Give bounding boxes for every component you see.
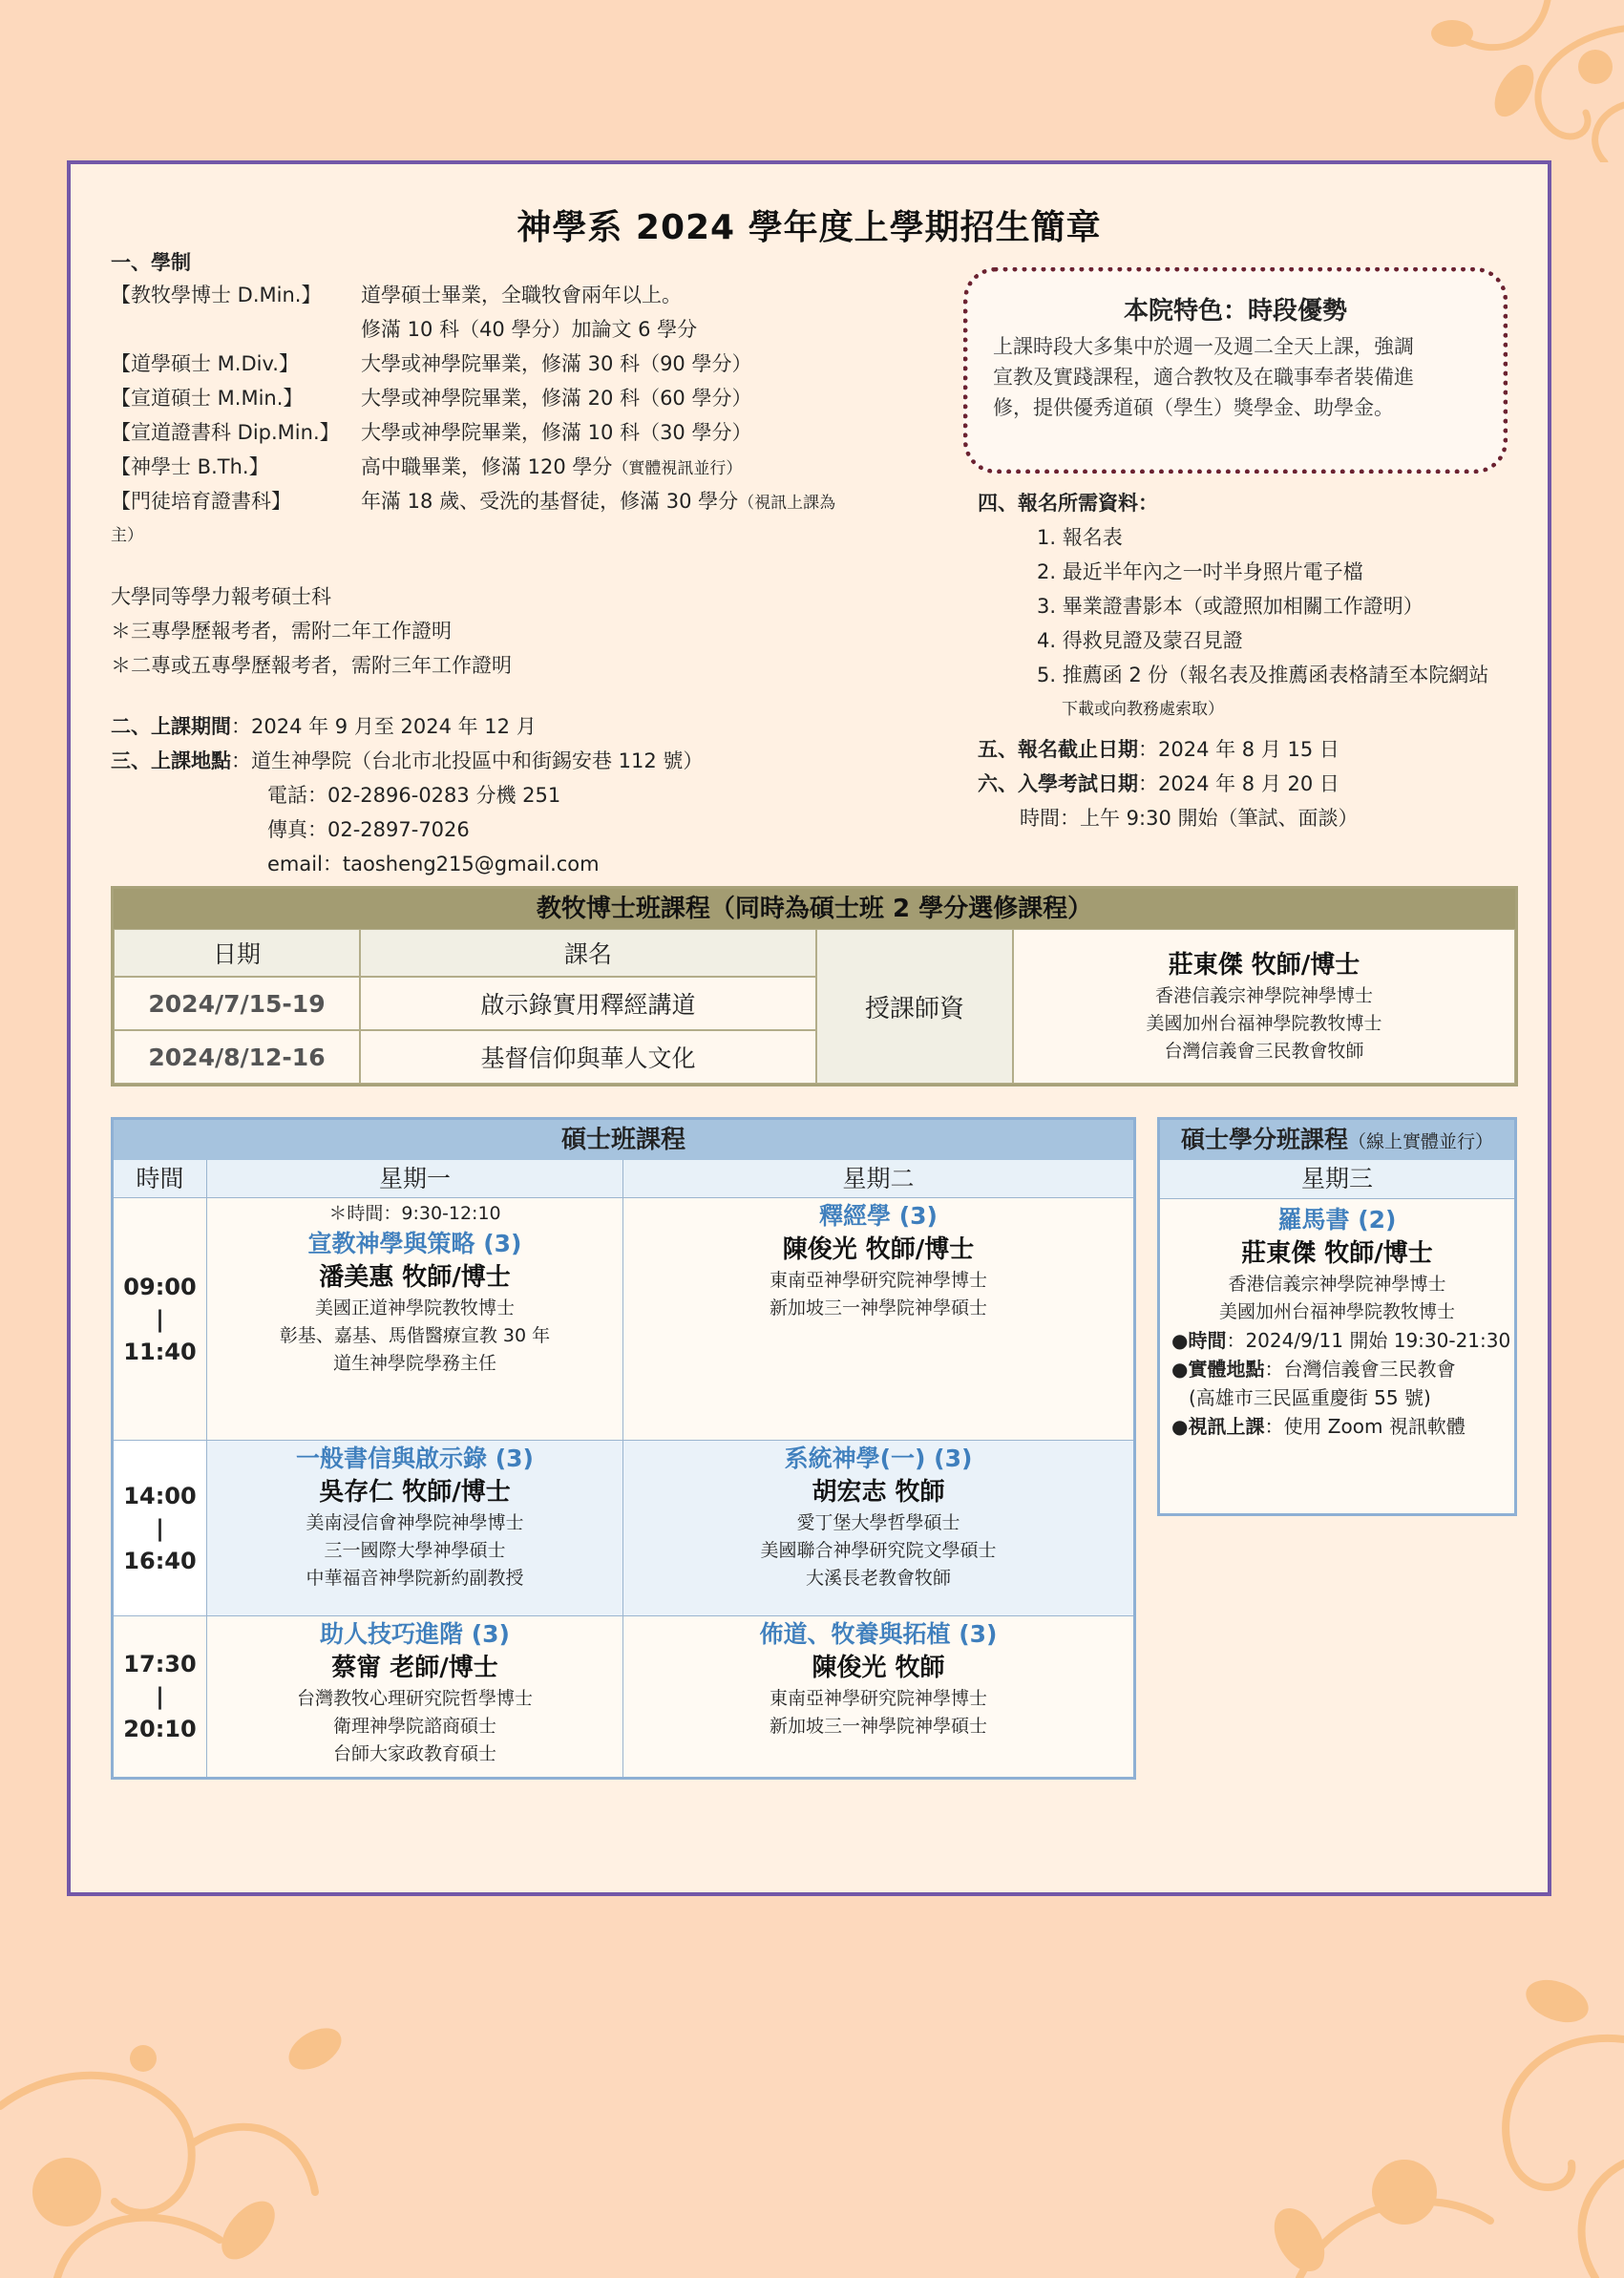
- email: email：taosheng215@gmail.com: [267, 853, 600, 875]
- dmin-date: 2024/7/15-19: [114, 977, 360, 1030]
- time-end: 11:40: [123, 1338, 197, 1365]
- col-wednesday: 星期三: [1160, 1160, 1514, 1199]
- time-end: 20:10: [123, 1716, 197, 1742]
- fax: 傳真：02-2897-7026: [267, 818, 470, 841]
- program-desc-text: 高中職畢業，修滿 120 學分: [361, 455, 613, 478]
- program-desc: 大學或神學院畢業，修滿 30 科（90 學分）: [361, 352, 752, 375]
- teacher-name: 胡宏志 牧師: [812, 1478, 945, 1507]
- teacher-bio: 新加坡三一神學院神學碩士: [769, 1297, 987, 1318]
- time-start: 14:00: [123, 1482, 197, 1509]
- program-name: 【門徒培育證書科】: [111, 490, 291, 513]
- equiv-title: 大學同等學力報考碩士科: [111, 585, 331, 608]
- section-2-label: 二、上課期間: [111, 715, 231, 738]
- bullet-label: 視訊上課: [1188, 1415, 1265, 1438]
- dmin-course: 啟示錄實用釋經講道: [360, 977, 816, 1030]
- requirement-item: 4. 得救見證及蒙召見證: [1037, 629, 1243, 652]
- program-name: 【宣道證書科 Dip.Min.】: [111, 421, 340, 444]
- section-2-value: ：2024 年 9 月至 2024 年 12 月: [231, 715, 537, 738]
- requirement-item: 2. 最近半年內之一吋半身照片電子檔: [1037, 560, 1363, 583]
- teacher-bio: 美國加州台福神學院教牧博士: [1146, 1012, 1382, 1034]
- equiv-item: ＊二專或五專學歷報考者，需附三年工作證明: [111, 654, 512, 677]
- teacher-name: 蔡甯 老師/博士: [331, 1654, 498, 1682]
- teacher-name: 陳俊光 牧師: [812, 1654, 945, 1682]
- program-name: 【神學士 B.Th.】: [111, 455, 269, 478]
- credit-title-text: 碩士學分班課程: [1180, 1126, 1348, 1153]
- time-slot: [114, 1616, 207, 1777]
- master-title: 碩士班課程: [114, 1120, 1133, 1160]
- teacher-bio: 三一國際大學神學碩士: [324, 1540, 506, 1561]
- time-sep: |: [156, 1305, 164, 1333]
- equiv-item: ＊三專學歷報考者，需附二年工作證明: [111, 620, 452, 643]
- phone: 電話：02-2896-0283 分機 251: [267, 784, 561, 807]
- dmin-title: 教牧博士班課程（同時為碩士班 2 學分選修課程）: [114, 889, 1515, 929]
- dmin-col-course: 課名: [360, 929, 816, 977]
- dmin-col-date: 日期: [114, 929, 360, 977]
- col-monday: 星期一: [207, 1160, 623, 1198]
- teacher-bio: 美國正道神學院教牧博士: [314, 1297, 515, 1318]
- requirement-item-wrap: 下載或向教務處索取）: [1062, 700, 1224, 719]
- dmin-date: 2024/8/12-16: [114, 1030, 360, 1084]
- content-frame: [67, 160, 1551, 1896]
- teacher-bio: 美國聯合神學研究院文學碩士: [760, 1540, 997, 1561]
- floral-ornament-bottom-left: [0, 1992, 401, 2278]
- program-name: 【道學碩士 M.Div.】: [111, 352, 299, 375]
- bullet-label: 時間: [1188, 1329, 1227, 1352]
- course-name: 一般書信與啟示錄 (3): [296, 1445, 534, 1472]
- feature-body: [993, 331, 1482, 423]
- program-desc: 大學或神學院畢業，修滿 10 科（30 學分）: [361, 421, 752, 444]
- floral-ornament-top-right: [1309, 0, 1624, 162]
- credit-bullet-wrap: (高雄市三民區重慶街 55 號): [1189, 1386, 1431, 1409]
- program-desc: 修滿 10 科（40 學分）加論文 6 學分: [361, 318, 698, 341]
- teacher-bio: 美國加州台福神學院教牧博士: [1218, 1301, 1455, 1322]
- teacher-bio: 新加坡三一神學院神學碩士: [769, 1716, 987, 1737]
- time-start: 17:30: [123, 1651, 197, 1677]
- credit-bullet: ●視訊上課：使用 Zoom 視訊軟體: [1171, 1415, 1466, 1438]
- course-cell: [207, 1198, 623, 1441]
- program-name: 【宣道碩士 M.Min.】: [111, 387, 304, 410]
- teacher-bio: 美南浸信會神學院神學博士: [306, 1512, 524, 1533]
- section-3: [111, 747, 703, 775]
- program-note: （視訊上課為: [738, 494, 836, 513]
- dmin-col-teacher: 授課師資: [816, 929, 1013, 1084]
- bullet-value: ：2024/9/11 開始 19:30-21:30: [1226, 1329, 1511, 1352]
- credit-bullet: ●實體地點：台灣信義會三民教會: [1171, 1358, 1456, 1381]
- section-4-heading: 四、報名所需資料：: [978, 492, 1158, 515]
- teacher-bio: 衛理神學院諮商碩士: [332, 1716, 496, 1737]
- dmin-course: 基督信仰與華人文化: [360, 1030, 816, 1084]
- requirement-item: 1. 報名表: [1037, 526, 1123, 549]
- feature-line: 上課時段大多集中於週一及週二全天上課，強調: [993, 335, 1414, 358]
- course-name: 羅馬書 (2): [1277, 1206, 1397, 1234]
- requirement-item: 5. 推薦函 2 份（報名表及推薦函表格請至本院網站: [1037, 664, 1489, 686]
- dmin-table: [111, 886, 1518, 1086]
- feature-line: 修，提供優秀道碩（學生）獎學金、助學金。: [993, 396, 1394, 419]
- section-3-value: ：道生神學院（台北市北投區中和街錫安巷 112 號）: [231, 749, 704, 772]
- teacher-bio: 台師大家政教育碩士: [332, 1743, 496, 1764]
- section-2: [111, 712, 537, 741]
- teacher-bio: 香港信義宗神學院神學博士: [1154, 984, 1373, 1006]
- program-note-wrap: 主）: [111, 526, 143, 545]
- teacher-bio: 台灣信義會三民教會牧師: [1164, 1040, 1364, 1062]
- teacher-bio: 愛丁堡大學哲學碩士: [796, 1512, 960, 1533]
- credit-title: [1160, 1120, 1514, 1160]
- col-tuesday: 星期二: [623, 1160, 1133, 1198]
- program-desc: 大學或神學院畢業，修滿 20 科（60 學分）: [361, 387, 752, 410]
- teacher-bio: 東南亞神學研究院神學博士: [769, 1688, 987, 1709]
- col-time: 時間: [114, 1160, 207, 1198]
- bullet-value: ：台灣信義會三民教會: [1264, 1358, 1456, 1381]
- bullet-label: 實體地點: [1188, 1358, 1265, 1381]
- course-cell: [623, 1441, 1133, 1616]
- dmin-teacher: [1013, 929, 1515, 1084]
- teacher-name: 潘美惠 牧師/博士: [319, 1263, 511, 1292]
- teacher-name: 陳俊光 牧師/博士: [782, 1235, 975, 1264]
- page-title: 神學系 2024 學年度上學期招生簡章: [517, 208, 1102, 247]
- program-desc: [361, 487, 835, 517]
- credit-body: [1160, 1204, 1514, 1441]
- teacher-bio: 香港信義宗神學院神學博士: [1228, 1274, 1446, 1295]
- course-cell: [207, 1441, 623, 1616]
- time-sep: |: [156, 1514, 164, 1542]
- course-cell: [623, 1198, 1133, 1441]
- teacher-name: 莊東傑 牧師/博士: [1241, 1239, 1433, 1268]
- section-5: [978, 735, 1339, 764]
- credit-title-note: （線上實體並行）: [1348, 1131, 1494, 1152]
- section-6-label: 六、入學考試日期: [978, 772, 1138, 795]
- course-cell: [623, 1616, 1133, 1777]
- credit-bullet: ●時間：2024/9/11 開始 19:30-21:30: [1171, 1329, 1511, 1352]
- time-slot: [114, 1441, 207, 1616]
- teacher-bio: 彰基、嘉基、馬偕醫療宣教 30 年: [279, 1325, 551, 1346]
- course-name: 系統神學(一) (3): [784, 1445, 973, 1472]
- section-3-label: 三、上課地點: [111, 749, 231, 772]
- teacher-bio: 東南亞神學研究院神學博士: [769, 1270, 987, 1291]
- program-note: （實體視訊並行）: [612, 459, 743, 478]
- program-name: 【教牧學博士 D.Min.】: [111, 284, 322, 306]
- course-note: ＊時間：9:30-12:10: [328, 1203, 501, 1224]
- program-desc: 道學碩士畢業，全職牧會兩年以上。: [361, 284, 682, 306]
- master-schedule: [111, 1117, 1136, 1780]
- teacher-bio: 中華福音神學院新約副教授: [306, 1568, 524, 1589]
- time-start: 09:00: [123, 1273, 197, 1300]
- time-end: 16:40: [123, 1547, 197, 1574]
- requirement-item: 3. 畢業證書影本（或證照加相關工作證明）: [1037, 595, 1424, 618]
- section-1-heading: 一、學制: [111, 251, 191, 274]
- time-sep: |: [156, 1683, 164, 1710]
- teacher-bio: 台灣教牧心理研究院哲學博士: [296, 1688, 533, 1709]
- bullet-value: ：使用 Zoom 視訊軟體: [1264, 1415, 1466, 1438]
- program-desc-text: 年滿 18 歲、受洗的基督徒，修滿 30 學分: [361, 490, 739, 513]
- feature-box: [963, 267, 1508, 474]
- teacher-bio: 大溪長老教會牧師: [805, 1568, 951, 1589]
- course-name: 宣教神學與策略 (3): [307, 1230, 522, 1257]
- teacher-bio: 道生神學院學務主任: [332, 1353, 496, 1374]
- section-6: [978, 770, 1339, 798]
- teacher-name: 莊東傑 牧師/博士: [1168, 950, 1360, 980]
- course-cell: [207, 1616, 623, 1777]
- feature-title: 本院特色：時段優勢: [1123, 297, 1347, 326]
- section-5-label: 五、報名截止日期: [978, 738, 1138, 761]
- exam-time: 時間：上午 9:30 開始（筆試、面談）: [1020, 807, 1359, 830]
- section-6-value: ：2024 年 8 月 20 日: [1138, 772, 1339, 795]
- section-5-value: ：2024 年 8 月 15 日: [1138, 738, 1339, 761]
- course-name: 助人技巧進階 (3): [320, 1620, 510, 1648]
- course-name: 釋經學 (3): [819, 1202, 938, 1230]
- time-slot: [114, 1198, 207, 1441]
- credit-class-box: [1157, 1117, 1517, 1516]
- course-name: 佈道、牧養與拓植 (3): [759, 1620, 998, 1648]
- feature-line: 宣教及實踐課程，適合教牧及在職事奉者裝備進: [993, 366, 1414, 389]
- floral-ornament-bottom-right: [1185, 1953, 1624, 2278]
- program-desc: [361, 453, 742, 483]
- teacher-name: 吳存仁 牧師/博士: [319, 1478, 511, 1507]
